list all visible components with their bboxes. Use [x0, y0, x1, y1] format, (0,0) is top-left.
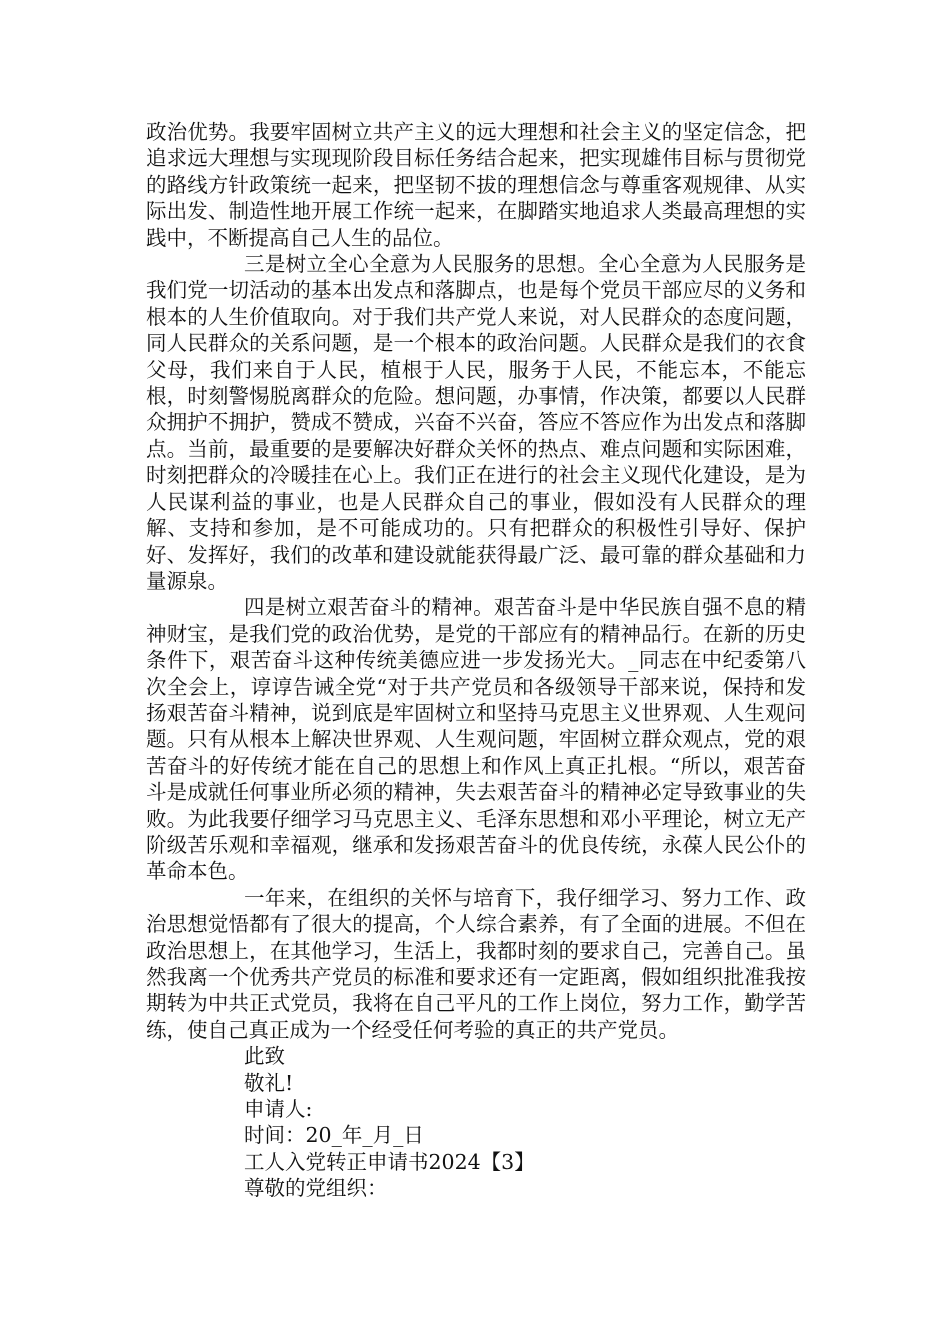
paragraph-hard-work-spirit: 四是树立艰苦奋斗的精神。艰苦奋斗是中华民族自强不息的精神财宝，是我们党的政治优势，是党的干部应有的精神品行。在新的历史条件下，艰苦奋斗这种传统美德应进一步发扬光大。_同志在中纪委第八次全会上，谆谆告诫全党“对于共产党员和各级领导干部来说，保持和发扬艰苦奋斗精神，说到底是牢固树立和坚持马克思主义世界观、人生观问题。只有从根本上解决世界观、人生观问题，牢固树立群众观点，党的艰苦奋斗的好传统才能在自己的思想上和作风上真正扎根。“所以，艰苦奋斗是成就任何事业所必须的精神，失去艰苦奋斗的精神必定导致事业的失败。为此我要仔细学习马克思主义、毛泽东思想和邓小平理论，树立无产阶级苦乐观和幸福观，继承和发扬艰苦奋斗的优良传统，永葆人民公仆的革命本色。 [146, 595, 806, 884]
date-line: 时间：20_年_月_日 [244, 1123, 424, 1148]
letter-closing [244, 1043, 806, 1201]
paragraph-political-advantage: 政治优势。我要牢固树立共产主义的远大理想和社会主义的坚定信念，把追求远大理想与实现现阶段目标任务结合起来，把实现雄伟目标与贯彻党的路线方针政策统一起来，把坚韧不拔的理想信念与尊重客观规律、从实际出发、制造性地开展工作统一起来，在脚踏实地追求人类最高理想的实践中，不断提高自己人生的品位。 [146, 120, 806, 250]
document-body [146, 119, 806, 1202]
next-letter-title: 工人入党转正申请书2024【3】 [244, 1149, 535, 1174]
paragraph-year-summary: 一年来，在组织的关怀与培育下，我仔细学习、努力工作、政治思想觉悟都有了很大的提高，个人综合素养，有了全面的进展。不但在政治思想上，在其他学习，生活上，我都时刻的要求自己，完善自己。虽然我离一个优秀共产党员的标准和要求还有一定距离，假如组织批准我按期转为中共正式党员，我将在自己平凡的工作上岗位，努力工作，勤学苦练，使自己真正成为一个经受任何考验的真正的共产党员。 [146, 885, 806, 1042]
closing-salute: 此致 [244, 1044, 285, 1069]
closing-regards: 敬礼! [244, 1070, 294, 1095]
applicant-line: 申请人: [244, 1097, 313, 1122]
paragraph-serve-the-people: 三是树立全心全意为人民服务的思想。全心全意为人民服务是我们党一切活动的基本出发点和落脚点，也是每个党员干部应尽的义务和根本的人生价值取向。对于我们共产党人来说，对人民群众的态度问题，同人民群众的关系问题，是一个根本的政治问题。人民群众是我们的衣食父母，我们来自于人民，植根于人民，服务于人民，不能忘本，不能忘根，时刻警惕脱离群众的危险。想问题，办事情，作决策，都要以人民群众拥护不拥护，赞成不赞成，兴奋不兴奋，答应不答应作为出发点和落脚点。当前，最重要的是要解决好群众关怀的热点、难点问题和实际困难，时刻把群众的冷暖挂在心上。我们正在进行的社会主义现代化建设，是为人民谋利益的事业，也是人民群众自己的事业，假如没有人民群众的理解、支持和参加，是不可能成功的。只有把群众的积极性引导好、保护好、发挥好，我们的改革和建设就能获得最广泛、最可靠的群众基础和力量源泉。 [146, 252, 806, 593]
next-letter-greeting: 尊敬的党组织： [244, 1176, 388, 1201]
